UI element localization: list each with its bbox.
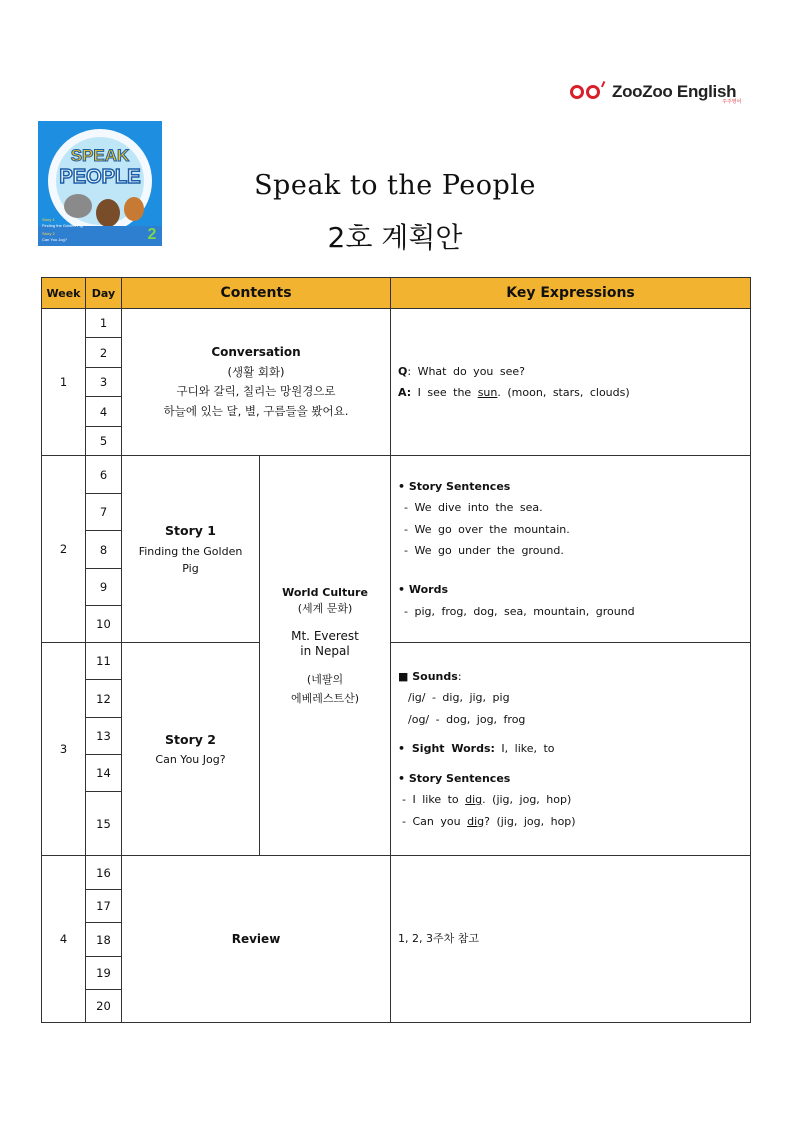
world-sub: (세계 문화) <box>297 602 353 616</box>
w3-l1-under: dig <box>465 793 483 807</box>
day-cell: 5 <box>86 427 122 456</box>
table-row <box>42 456 751 494</box>
week3-key <box>391 643 751 856</box>
world-title: World Culture <box>282 585 368 599</box>
day-cell: 3 <box>86 368 122 397</box>
day-cell: 18 <box>86 923 122 957</box>
brand-logo <box>570 80 736 104</box>
day-cell: 7 <box>86 494 122 531</box>
review-key: 1, 2, 3주차 참고 <box>391 856 751 1023</box>
day-cell: 2 <box>86 338 122 368</box>
table-row <box>42 856 751 890</box>
table-row <box>42 309 751 338</box>
cover-line4: Can You Jog? <box>42 237 67 242</box>
week-cell: 2 <box>42 456 86 643</box>
world-culture-contents <box>260 456 391 856</box>
w2-w1: - pig, frog, dog, sea, mountain, ground <box>404 604 635 618</box>
w3-h2-text: I, like, to <box>494 742 555 756</box>
page-title: Speak to the People <box>254 170 536 201</box>
header-week: Week <box>42 278 86 309</box>
w3-h2: • Sight Words: <box>398 742 495 756</box>
q-label: Q <box>398 364 408 378</box>
day-cell: 4 <box>86 397 122 427</box>
w2-s3: - We go under the ground. <box>404 544 564 557</box>
week2-key <box>391 456 751 643</box>
story2-title: Story 2 <box>165 731 216 747</box>
table-row <box>42 643 751 680</box>
cover-line3: Story 2 <box>42 231 55 236</box>
cover-title-bottom: PEOPLE <box>59 166 141 188</box>
w3-l1-post: . (jig, jog, hop) <box>482 793 572 807</box>
day-cell: 9 <box>86 569 122 606</box>
logo-icon <box>570 82 608 102</box>
story1-contents <box>122 456 260 643</box>
logo-brand-text: ZooZoo English <box>612 82 737 101</box>
cover-line2: Finding the Golden Pig <box>42 223 83 228</box>
w3-s2: /og/ - dog, jog, frog <box>408 712 526 726</box>
day-cell: 14 <box>86 755 122 792</box>
table-header-row <box>42 278 751 309</box>
w3-l1-pre: - I like to <box>402 793 466 807</box>
story2-sub: Can You Jog? <box>155 753 226 767</box>
header-contents: Contents <box>122 278 391 309</box>
conversation-desc1: 구디와 갈릭, 칠리는 망원경으로 <box>176 384 336 399</box>
plan-table <box>41 277 751 1023</box>
w3-h1: ■ Sounds <box>398 669 458 683</box>
day-cell: 8 <box>86 531 122 569</box>
page-subtitle: 2호 계획안 <box>327 221 463 254</box>
conversation-title: Conversation <box>211 345 301 360</box>
cover-title-top: SPEAK <box>70 146 130 165</box>
conversation-desc2: 하늘에 있는 달, 별, 구름들을 봤어요. <box>163 403 349 418</box>
w2-s1: - We dive into the sea. <box>404 501 543 515</box>
story1-sub1: Finding the Golden <box>138 544 243 558</box>
world-ko1: (네팔의 <box>306 672 344 686</box>
week-cell: 3 <box>42 643 86 856</box>
day-cell: 13 <box>86 718 122 755</box>
w2-h1: • Story Sentences <box>398 479 511 493</box>
day-cell: 11 <box>86 643 122 680</box>
a-pre: I see the <box>411 386 478 399</box>
logo-sub-text: 주주영어 <box>722 99 742 105</box>
world-place2: in Nepal <box>300 644 350 659</box>
day-cell: 15 <box>86 792 122 856</box>
w3-h1-colon: : <box>457 669 462 683</box>
w2-s2: - We go over the mountain. <box>404 522 570 536</box>
day-cell: 19 <box>86 957 122 990</box>
q-text: : What do you see? <box>407 364 525 378</box>
w3-s1: /ig/ - dig, jig, pig <box>408 691 510 705</box>
story1-sub2: Pig <box>182 562 199 576</box>
cover-line1: Story 1 <box>42 217 55 222</box>
cover-number: 2 <box>147 226 157 243</box>
week1-key <box>391 309 751 456</box>
w2-h2: • Words <box>398 583 449 597</box>
day-cell: 17 <box>86 890 122 923</box>
w3-l2-under: dig <box>467 814 485 828</box>
review-contents: Review <box>122 856 391 1023</box>
w3-l2-post: ? (jig, jog, hop) <box>484 814 576 828</box>
conversation-sub: (생활 회화) <box>227 364 285 379</box>
world-place1: Mt. Everest <box>291 628 359 643</box>
week1-contents <box>122 309 391 456</box>
day-cell: 12 <box>86 680 122 718</box>
header-day: Day <box>86 278 122 309</box>
header-key-expressions: Key Expressions <box>391 278 751 309</box>
week-cell: 4 <box>42 856 86 1023</box>
w3-l2-pre: - Can you <box>402 814 468 828</box>
book-cover-image <box>38 121 162 246</box>
story1-title: Story 1 <box>165 523 216 539</box>
a-under: sun <box>477 386 498 399</box>
day-cell: 1 <box>86 309 122 338</box>
w3-h3: • Story Sentences <box>398 771 511 785</box>
a-post: . (moon, stars, clouds) <box>497 386 630 399</box>
world-ko2: 에베레스트산) <box>290 691 360 705</box>
day-cell: 20 <box>86 990 122 1023</box>
a-label: A: <box>398 386 412 399</box>
day-cell: 6 <box>86 456 122 494</box>
day-cell: 16 <box>86 856 122 890</box>
story2-contents <box>122 643 260 856</box>
day-cell: 10 <box>86 606 122 643</box>
week-cell: 1 <box>42 309 86 456</box>
